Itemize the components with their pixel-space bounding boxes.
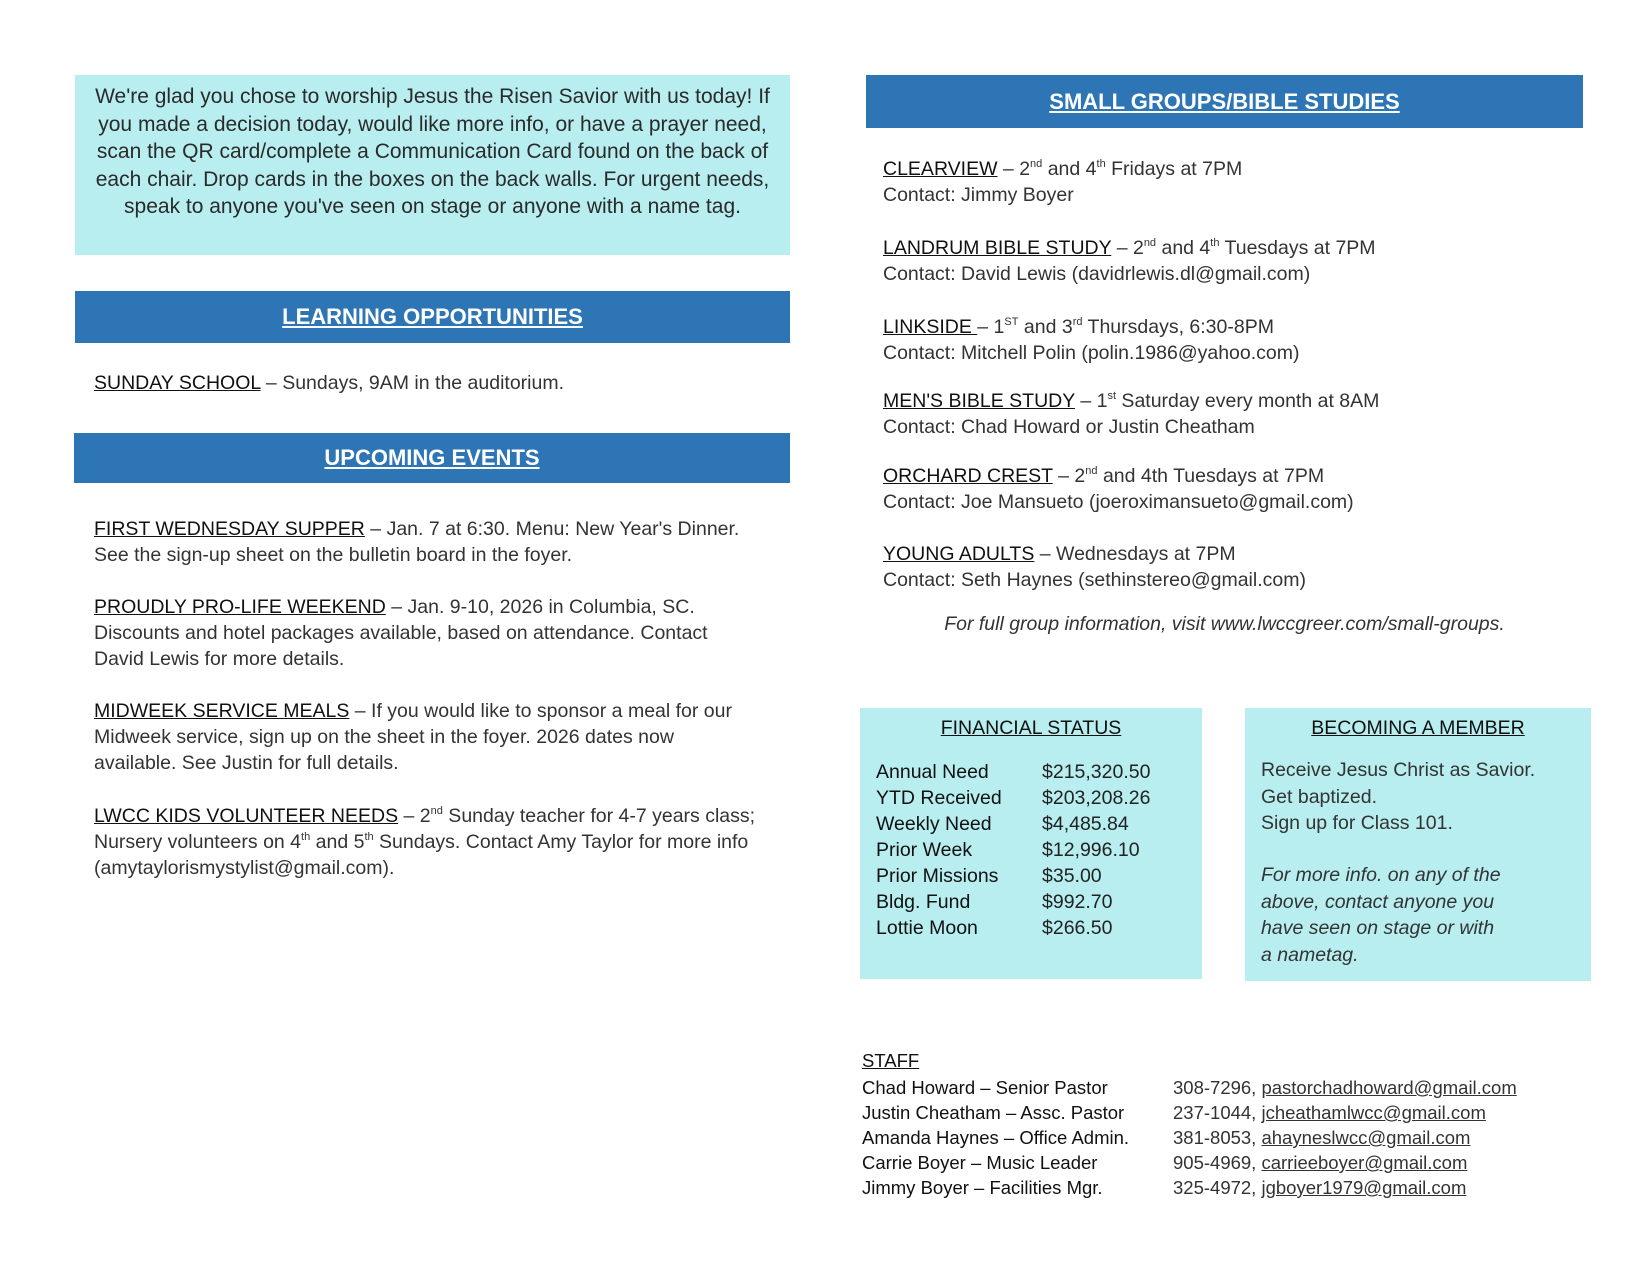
staff-name: Carrie Boyer – Music Leader: [862, 1152, 1098, 1173]
sunday-school-heading: SUNDAY SCHOOL: [94, 372, 261, 394]
groups-header-text: SMALL GROUPS/BIBLE STUDIES: [1049, 88, 1400, 114]
financial-value: $203,208.26: [1042, 787, 1151, 809]
group-schedule: – 2: [997, 158, 1031, 180]
member-step: Receive Jesus Christ as Savior.: [1261, 759, 1536, 781]
event-text: Sunday teacher for 4-7 years class; Nursery volunteers on 4: [94, 805, 756, 853]
member-note-line: For more info. on any of the: [1261, 864, 1501, 886]
event-heading: FIRST WEDNESDAY SUPPER: [94, 518, 365, 540]
member-step: Get baptized.: [1261, 785, 1377, 808]
financial-label: Annual Need: [876, 761, 989, 783]
group-schedule: and 4: [1042, 158, 1097, 180]
group-contact: Contact: Joe Mansueto (joeroximansueto@gmail.com): [883, 491, 1354, 513]
staff-row: [862, 1125, 1470, 1150]
financial-row: [876, 863, 1102, 889]
group-clearview: [883, 156, 1242, 208]
staff-phone: 325-4972,: [1173, 1177, 1262, 1198]
ordinal-suffix: th: [1210, 237, 1220, 249]
groups-header: [866, 75, 1583, 128]
staff-phone: 237-1044,: [1173, 1102, 1262, 1123]
group-schedule: – 1: [1074, 390, 1108, 412]
group-schedule: – Wednesdays at 7PM: [1034, 543, 1236, 565]
member-steps: [1261, 757, 1535, 837]
group-contact: Contact: Jimmy Boyer: [883, 184, 1074, 206]
group-young-adults: [883, 541, 1306, 593]
group-heading: MEN'S BIBLE STUDY: [883, 390, 1075, 412]
event-heading: LWCC KIDS VOLUNTEER NEEDS: [94, 805, 399, 827]
event-heading: MIDWEEK SERVICE MEALS: [94, 700, 350, 722]
group-schedule: Fridays at 7PM: [1105, 158, 1243, 180]
ordinal-suffix: nd: [1030, 158, 1043, 170]
staff-email-link[interactable]: carrieeboyer@gmail.com: [1261, 1152, 1468, 1173]
group-contact: Contact: Seth Haynes (sethinstereo@gmail.com): [883, 569, 1306, 591]
group-schedule: – 2: [1111, 237, 1144, 259]
event-text: – Jan. 7 at 6:30. Menu: New Year's Dinner. See the sign-up sheet on the bulletin board in the foyer.: [94, 518, 740, 566]
group-schedule: Saturday every month at 8AM: [1116, 390, 1380, 412]
staff-email-link[interactable]: pastorchadhoward@gmail.com: [1261, 1077, 1517, 1098]
financial-value: $992.70: [1042, 891, 1113, 913]
member-step: Sign up for Class 101.: [1261, 812, 1453, 834]
member-note-line: have seen on stage or with: [1261, 917, 1495, 939]
financial-status-box: [860, 708, 1202, 979]
financial-value: $4,485.84: [1042, 813, 1129, 835]
event-text: and 5: [310, 831, 365, 853]
event-text: – If you would like to sponsor a meal for our Midweek service, sign up on the sheet in the foyer. 2026 dates now available. See Justin for full details.: [94, 700, 732, 774]
event-first-wednesday: [94, 516, 744, 568]
group-heading: CLEARVIEW: [883, 158, 998, 180]
financial-label: Lottie Moon: [876, 917, 978, 939]
staff-title: STAFF: [862, 1050, 920, 1071]
group-schedule: – 1: [977, 316, 1005, 338]
ordinal-suffix: ST: [1004, 316, 1019, 328]
event-text: Sundays. Contact Amy Taylor for more info (amytaylorismystylist@gmail.com).: [94, 831, 749, 879]
group-schedule: and 4th Tuesdays at 7PM: [1097, 465, 1325, 487]
group-mens: [883, 388, 1379, 440]
group-schedule: Thursdays, 6:30-8PM: [1082, 316, 1274, 338]
group-schedule: – 2: [1052, 465, 1086, 487]
group-schedule: and 3: [1018, 316, 1073, 338]
ordinal-suffix: th: [301, 831, 311, 843]
group-heading: ORCHARD CREST: [883, 465, 1053, 487]
event-midweek-meals: [94, 698, 759, 776]
group-contact: Contact: Mitchell Polin (polin.1986@yahoo.com): [883, 342, 1300, 364]
learning-header-text: LEARNING OPPORTUNITIES: [282, 304, 583, 329]
staff-email-link[interactable]: jgboyer1979@gmail.com: [1261, 1177, 1467, 1198]
staff-row: [862, 1075, 1517, 1100]
financial-row: [876, 889, 1113, 915]
financial-row: [876, 837, 1140, 863]
staff-phone: 308-7296,: [1173, 1077, 1262, 1098]
events-header-text: UPCOMING EVENTS: [324, 445, 540, 470]
event-heading: PROUDLY PRO-LIFE WEEKEND: [94, 596, 386, 618]
ordinal-suffix: nd: [430, 805, 443, 817]
financial-label: Prior Missions: [876, 865, 999, 887]
staff-email-link[interactable]: ahayneslwcc@gmail.com: [1261, 1127, 1471, 1148]
becoming-member-box: [1245, 708, 1591, 981]
event-pro-life: [94, 594, 744, 672]
group-orchard: [883, 463, 1354, 515]
ordinal-suffix: nd: [1085, 465, 1098, 477]
event-kids-volunteers: [94, 803, 774, 881]
financial-label: Bldg. Fund: [876, 891, 971, 913]
staff-email-link[interactable]: jcheathamlwcc@gmail.com: [1261, 1102, 1486, 1123]
member-note-line: above, contact anyone you: [1261, 890, 1495, 913]
group-heading: YOUNG ADULTS: [883, 543, 1035, 565]
group-heading: LINKSIDE: [883, 316, 978, 338]
group-heading: LANDRUM BIBLE STUDY: [883, 237, 1112, 259]
staff-row: [862, 1100, 1486, 1125]
group-landrum: [883, 235, 1376, 287]
ordinal-suffix: th: [364, 831, 374, 843]
staff-name: Chad Howard – Senior Pastor: [862, 1077, 1108, 1098]
financial-label: Prior Week: [876, 839, 973, 861]
financial-status-title: FINANCIAL STATUS: [940, 717, 1122, 739]
event-text: – Jan. 9-10, 2026 in Columbia, SC. Discounts and hotel packages available, based on attendance. Contact David Lewis for more details.: [94, 596, 708, 670]
ordinal-suffix: nd: [1143, 237, 1157, 249]
sunday-school-item: [94, 370, 784, 396]
staff-name: Justin Cheatham – Assc. Pastor: [862, 1102, 1125, 1123]
staff-row: [862, 1175, 1466, 1200]
group-linkside: [883, 314, 1300, 366]
welcome-box: [75, 75, 790, 255]
staff-name: Jimmy Boyer – Facilities Mgr.: [862, 1177, 1103, 1198]
ordinal-suffix: rd: [1072, 316, 1083, 328]
groups-note: For full group information, visit www.lwccgreer.com/small-groups.: [944, 613, 1505, 635]
becoming-member-title: BECOMING A MEMBER: [1311, 717, 1525, 739]
member-note: [1261, 862, 1501, 968]
welcome-text: We're glad you chose to worship Jesus the Risen Savior with us today! If you made a decision today, would like more info, or have a prayer need, scan the QR card/complete a Communication Card found on the back of each chair. Drop cards in the boxes on the back walls. For urgent needs, speak to anyone you've seen on stage or anyone with a name tag.: [95, 85, 770, 218]
financial-value: $215,320.50: [1042, 761, 1151, 783]
financial-row: [876, 811, 1129, 837]
staff-row: [862, 1150, 1467, 1175]
financial-value: $12,996.10: [1042, 839, 1140, 861]
financial-value: $266.50: [1042, 917, 1113, 939]
group-schedule: Tuesdays at 7PM: [1219, 237, 1376, 259]
financial-label: YTD Received: [876, 787, 1002, 809]
learning-header: [75, 291, 790, 343]
financial-row: [876, 785, 1150, 811]
financial-value: $35.00: [1042, 865, 1102, 887]
staff-phone: 381-8053,: [1173, 1127, 1262, 1148]
event-text: – 2: [398, 805, 431, 827]
financial-row: [876, 915, 1113, 941]
financial-label: Weekly Need: [876, 813, 992, 835]
group-contact: Contact: Chad Howard or Justin Cheatham: [883, 416, 1255, 438]
group-schedule: and 4: [1156, 237, 1211, 259]
ordinal-suffix: th: [1096, 158, 1106, 170]
staff-phone: 905-4969,: [1173, 1152, 1262, 1173]
group-contact: Contact: David Lewis (davidrlewis.dl@gmail.com): [883, 263, 1311, 285]
financial-row: [876, 759, 1150, 785]
sunday-school-text: – Sundays, 9AM in the auditorium.: [260, 372, 565, 394]
member-note-line: a nametag.: [1261, 943, 1359, 966]
events-header: [74, 433, 790, 483]
staff-name: Amanda Haynes – Office Admin.: [862, 1127, 1130, 1148]
ordinal-suffix: st: [1107, 390, 1117, 402]
